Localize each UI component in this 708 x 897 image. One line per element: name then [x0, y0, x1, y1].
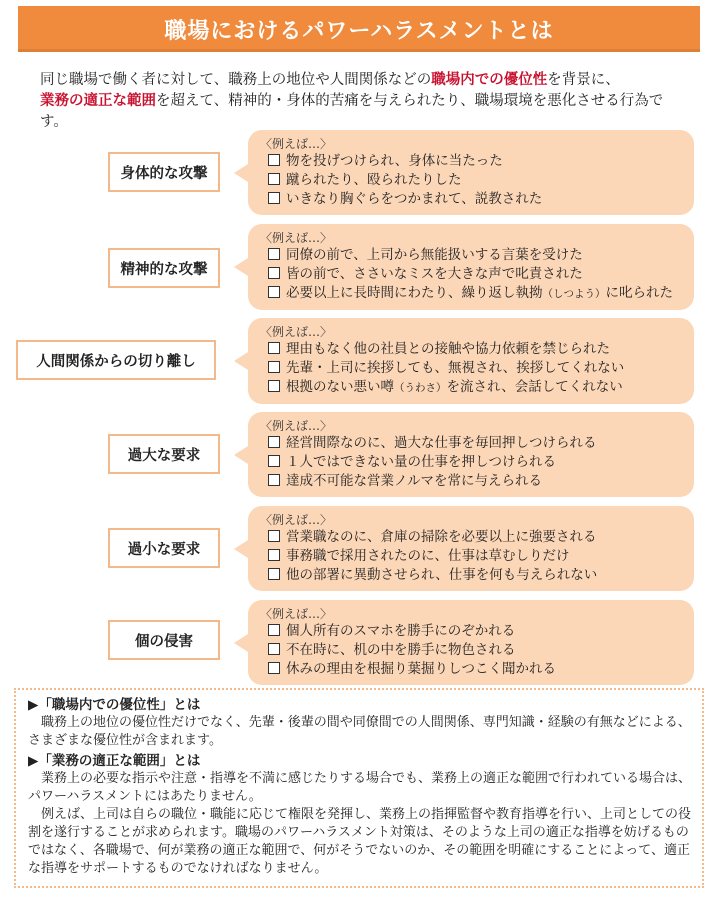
notes-heading-superiority: ▶「職場内での優位性」とは — [28, 697, 201, 713]
example-item-text: １人ではできない量の仕事を押しつけられる — [286, 454, 556, 470]
intro-part-3: を超えて、精神的・身体的苦痛を与えられたり、職場環境を悪化させる行為です。 — [40, 93, 664, 130]
example-item — [260, 547, 682, 566]
example-item — [260, 660, 682, 679]
example-item-text: 経営間際なのに、過大な仕事を毎回押しつけられる — [286, 435, 597, 451]
example-item-text: 根拠のない悪い噂 — [286, 379, 394, 395]
example-bubble-physical — [248, 130, 694, 215]
example-heading: 〈例えば…〉 — [260, 137, 333, 151]
checkbox-icon — [268, 455, 280, 467]
example-item-text: を流され、会話してくれない — [446, 379, 623, 395]
example-item-text: いきなり胸ぐらをつかまれて、説教された — [286, 191, 543, 207]
example-item — [260, 641, 682, 660]
example-item — [260, 246, 682, 265]
checkbox-icon — [268, 474, 280, 486]
example-item-text: 同僚の前で、上司から無能扱いする言葉を受けた — [286, 247, 583, 263]
category-label-privacy: 個の侵害 — [108, 620, 220, 660]
example-item-text: 必要以上に長時間にわたり、繰り返し執拗 — [286, 285, 543, 301]
example-item-text: 蹴られたり、殴られたりした — [286, 172, 462, 188]
page-title: 職場におけるパワーハラスメントとは — [164, 18, 554, 44]
example-item-text: 休みの理由を根掘り葉掘りしつこく聞かれる — [286, 661, 556, 677]
notes-box — [14, 688, 704, 888]
checkbox-icon — [268, 568, 280, 580]
category-label-excessive: 過大な要求 — [108, 434, 220, 474]
example-heading: 〈例えば…〉 — [260, 607, 333, 621]
checkbox-icon — [268, 342, 280, 354]
example-item-text: 先輩・上司に挨拶しても、無視され、挨拶してくれない — [286, 360, 625, 376]
example-item — [260, 340, 682, 359]
example-item-text: 他の部署に異動させられ、仕事を何も与えられない — [286, 567, 598, 583]
checkbox-icon — [268, 248, 280, 260]
category-label-physical: 身体的な攻撃 — [108, 152, 220, 192]
example-heading: 〈例えば…〉 — [260, 419, 333, 433]
intro-highlight-superiority: 職場内での優位性 — [431, 72, 548, 88]
example-bubble-mental — [248, 224, 694, 310]
intro-text — [40, 70, 688, 133]
checkbox-icon — [268, 361, 280, 373]
checkbox-icon — [268, 530, 280, 542]
example-item — [260, 566, 682, 585]
intro-part-1: 同じ職場で働く者に対して、職務上の地位や人間関係などの — [40, 72, 432, 88]
example-item — [260, 453, 682, 472]
example-item-text: 営業職なのに、倉庫の掃除を必要以上に強要される — [286, 529, 597, 545]
checkbox-icon — [268, 549, 280, 561]
example-item — [260, 528, 682, 547]
example-item — [260, 265, 682, 284]
notes-heading-scope: ▶「業務の適正な範囲」とは — [28, 753, 201, 769]
intro-part-2: を背景に、 — [547, 72, 620, 88]
example-item-text: 個人所有のスマホを勝手にのぞかれる — [286, 623, 516, 639]
checkbox-icon — [268, 286, 280, 298]
example-item-text: 物を投げつけられ、身体に当たった — [286, 153, 503, 169]
category-label-mental: 精神的な攻撃 — [108, 248, 220, 288]
checkbox-icon — [268, 267, 280, 279]
example-item-text: 不在時に、机の中を勝手に物色される — [286, 642, 516, 658]
notes-paragraph-scope-1: 業務上の必要な指示や注意・指導を不満に感じたりする場合でも、業務上の適正な範囲で行われている場合は、パワーハラスメントにはあたりません。 — [28, 771, 692, 804]
checkbox-icon — [268, 154, 280, 166]
example-item-text: 理由もなく他の社員との接触や協力依頼を禁じられた — [286, 341, 610, 357]
example-item-text: 達成不可能な営業ノルマを常に与えられる — [286, 473, 542, 489]
category-label-underdemand: 過小な要求 — [108, 528, 220, 568]
example-item — [260, 472, 682, 491]
checkbox-icon — [268, 436, 280, 448]
example-heading: 〈例えば…〉 — [260, 325, 333, 339]
example-item — [260, 190, 682, 209]
example-bubble-isolation — [248, 318, 694, 404]
example-item — [260, 171, 682, 190]
notes-paragraph-superiority: 職務上の地位の優位性だけでなく、先輩・後輩の間や同僚間での人間関係、専門知識・経験の有無などによる、さまざまな優位性が含まれます。 — [28, 715, 691, 748]
title-bar — [18, 6, 700, 52]
checkbox-icon — [268, 192, 280, 204]
example-item-text: 事務職で採用されたのに、仕事は草むしりだけ — [286, 548, 570, 564]
example-item — [260, 434, 682, 453]
example-item — [260, 359, 682, 378]
example-item — [260, 152, 682, 171]
example-bubble-underdemand — [248, 506, 694, 591]
example-bubble-excessive — [248, 412, 694, 497]
checkbox-icon — [268, 624, 280, 636]
example-item-text: に叱られた — [605, 285, 673, 301]
checkbox-icon — [268, 643, 280, 655]
example-item — [260, 378, 682, 398]
example-item — [260, 284, 682, 304]
checkbox-icon — [268, 173, 280, 185]
checkbox-icon — [268, 380, 280, 392]
example-item-text: 皆の前で、ささいなミスを大きな声で叱責された — [286, 266, 583, 282]
example-item — [260, 622, 682, 641]
example-item-ruby: （しつよう） — [542, 288, 606, 300]
example-bubble-privacy — [248, 600, 694, 685]
notes-paragraph-scope-2: 例えば、上司は自らの職位・職能に応じて権限を発揮し、業務上の指揮監督や教育指導を行い、上司としての役割を遂行することが求められます。職場のパワーハラスメント対策は、そのような上司の適正な指導を妨げるものではなく、各職場で、何が業務の適正な範囲で、何がそうでないのか、その範囲を明確にすることによって、適正な指導をサポートするものでなければなりません。 — [28, 807, 692, 876]
example-heading: 〈例えば…〉 — [260, 231, 333, 245]
example-item-ruby: （うわさ） — [394, 382, 447, 394]
category-label-isolation: 人間関係からの切り離し — [16, 340, 216, 380]
checkbox-icon — [268, 662, 280, 674]
intro-highlight-scope: 業務の適正な範囲 — [40, 93, 156, 109]
example-heading: 〈例えば…〉 — [260, 513, 333, 527]
